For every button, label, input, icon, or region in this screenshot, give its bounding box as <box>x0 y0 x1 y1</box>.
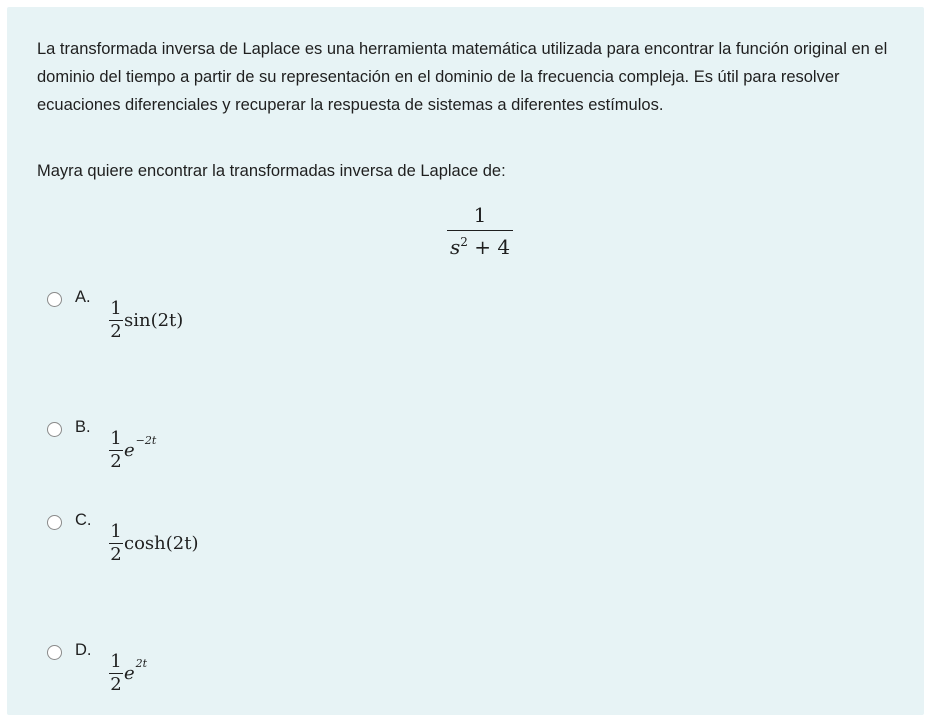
expression-numerator: 1 <box>473 203 487 227</box>
exponential-base: e <box>124 663 135 684</box>
fraction-denominator: 2 <box>110 321 122 342</box>
question-card <box>7 7 924 715</box>
option-expression <box>109 300 183 341</box>
option-fraction <box>109 430 123 471</box>
option-expression <box>109 430 156 471</box>
denominator-exponent: 2 <box>460 235 468 249</box>
intro-paragraph: La transformada inversa de Laplace es una herramienta matemática utilizada para encontrar la función original en el dominio del tiempo a partir de su representación en el dominio de la frecuencia compleja. Es útil para resolver ecuaciones diferenciales y recuperar la respuesta de sistemas a diferentes estímulos. <box>37 40 888 114</box>
fraction-denominator: 2 <box>110 544 122 565</box>
option-fraction <box>109 300 123 341</box>
denominator-constant: + 4 <box>467 235 511 259</box>
option-letter: D. <box>75 641 92 659</box>
expression-fraction <box>447 205 513 257</box>
denominator-variable: s <box>449 235 461 259</box>
fraction-denominator: 2 <box>110 674 122 695</box>
option-letter: B. <box>75 418 91 436</box>
fraction-numerator: 1 <box>110 428 122 449</box>
fraction-bar <box>447 230 513 231</box>
fraction-numerator: 1 <box>110 521 122 542</box>
radio-button[interactable] <box>47 292 62 307</box>
option-function: cosh(2t) <box>124 533 199 554</box>
radio-button[interactable] <box>47 645 62 660</box>
radio-button[interactable] <box>47 422 62 437</box>
option-fraction <box>109 523 123 564</box>
exponential-exponent: 2t <box>135 657 148 670</box>
fraction-denominator: 2 <box>110 451 122 472</box>
exponential-exponent: −2t <box>135 434 157 447</box>
fraction-numerator: 1 <box>110 298 122 319</box>
expression-denominator <box>447 234 513 257</box>
radio-button[interactable] <box>47 515 62 530</box>
option-fraction <box>109 653 123 694</box>
exponential-base: e <box>124 440 135 461</box>
option-function: sin(2t) <box>124 310 184 331</box>
fraction-numerator: 1 <box>110 651 122 672</box>
option-expression <box>109 653 147 694</box>
option-letter: C. <box>75 511 92 529</box>
laplace-expression <box>447 205 513 257</box>
option-letter: A. <box>75 288 91 306</box>
question-prompt: Mayra quiere encontrar la transformadas inversa de Laplace de: <box>37 162 506 180</box>
option-expression <box>109 523 198 564</box>
